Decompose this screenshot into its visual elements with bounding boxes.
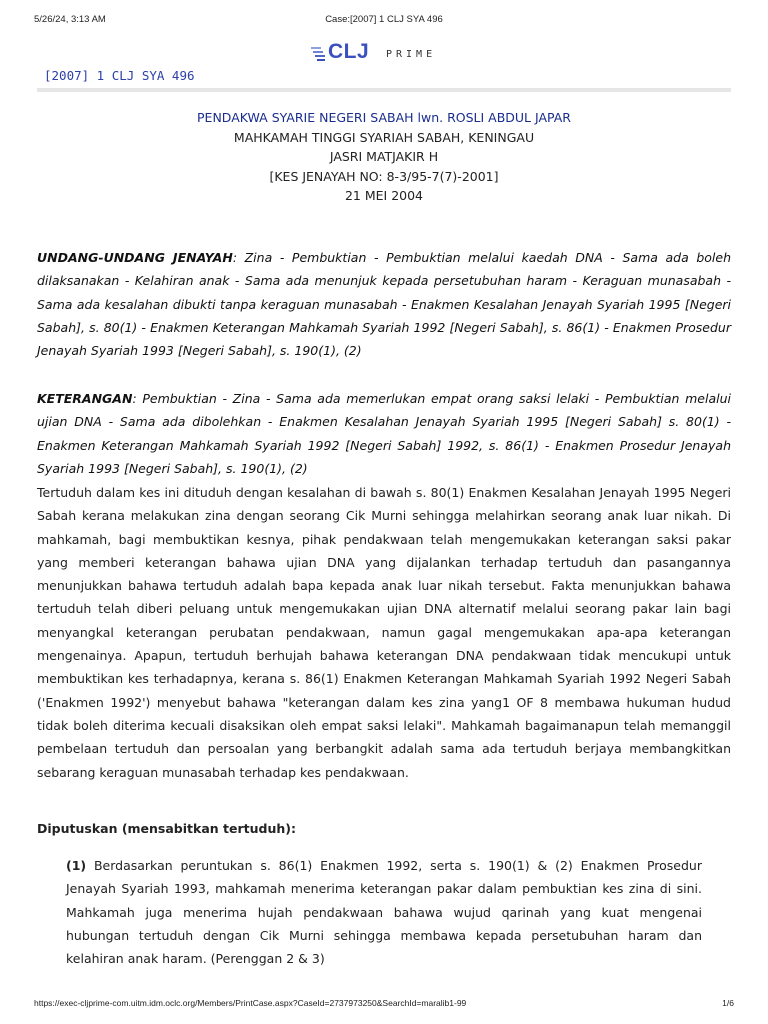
catchword-block <box>37 387 731 480</box>
print-footer <box>34 998 734 1012</box>
clj-prime-logo[interactable] <box>310 40 460 68</box>
held-item <box>66 854 702 970</box>
case-date: 21 MEI 2004 <box>344 188 424 203</box>
held-item-text: Berdasarkan peruntukan s. 86(1) Enakmen 1992, serta s. 190(1) & (2) Enakmen Prosedur Jenayah Syariah 1993, mahkamah menerima keterangan pakar dalam pembuktian kes zina di sini. Mahkamah juga menerima hujah pendakwaan bahawa wujud qarinah yang kuat mengenai hubungan tertuduh dengan Cik Murni sehingga membawa kepada persetubuhan haram dan kelahiran anak haram. (Perenggan 2 & 3) <box>66 858 702 967</box>
case-number: [KES JENAYAH NO: 8-3/95-7(7)-2001] <box>269 168 499 184</box>
catchword-text: : Zina - Pembuktian - Pembuktian melalui kaedah DNA - Sama ada boleh dilaksanakan - Kelahiran anak - Sama ada menunjuk kepada persetubuhan haram - Keraguan munasabah - Sama ada kesalahan dibukti tanpa keraguan munasabah - Enakmen Kesalahan Jenayah Syariah 1995 [Negeri Sabah], s. 80(1) - Enakmen Keterangan Mahkamah Syariah 1992 [Negeri Sabah], s. 86(1) - Enakmen Prosedur Jenayah Syariah 1993 [Negeri Sabah], s. 190(1), (2) <box>37 250 732 359</box>
case-summary: Tertuduh dalam kes ini dituduh dengan kesalahan di bawah s. 80(1) Enakmen Kesalahan Jenayah 1995 Negeri Sabah kerana melakukan zina dengan seorang Cik Murni sehingga melahirkan seorang anak luar nikah. Di mahkamah, bagi membuktikan kesnya, pihak pendakwaan telah mengemukakan keterangan saksi pakar yang memberi keterangan bahawa ujian DNA yang dijalankan terhadap tertuduh dan pasangannya menunjukkan bahawa tertuduh adalah bapa kepada anak luar nikah tersebut. Fakta menunjukkan bahawa tertuduh telah diberi peluang untuk mengemukakan ujian DNA alternatif melalui seorang pakar lain bagi menyangkal keterangan perubatan pendakwaan, namun gagal mengemukakan apa-apa keterangan mengenainya. Apapun, tertuduh berhujah bahawa keterangan DNA pendakwaan tidak mencukupi untuk membuktikan kes terhadapnya, kerana s. 86(1) Enakmen Keterangan Mahkamah Syariah 1992 Negeri Sabah ('Enakmen 1992') menyebut bahawa "keterangan dalam kes zina yang1 OF 8 membawa hukuman hudud tidak boleh diterima kecuali disaksikan oleh empat saksi lelaki". Mahkamah bagaimanapun telah memanggil pembelaan tertuduh dan persoalan yang berbangkit adalah sama ada tertuduh berjaya membangkitkan sebarang keraguan munasabah terhadap kes pendakwaan. <box>37 485 731 780</box>
case-header <box>37 108 731 206</box>
catchword-block <box>37 246 731 362</box>
print-datetime: 5/26/24, 3:13 AM <box>34 14 106 25</box>
catchword-heading: KETERANGAN <box>37 391 133 406</box>
case-parties: PENDAKWA SYARIE NEGERI SABAH lwn. ROSLI ABDUL JAPAR <box>197 110 571 125</box>
held-item-number: (1) <box>66 858 87 873</box>
catchword-heading: UNDANG-UNDANG JENAYAH <box>37 250 233 265</box>
case-court: MAHKAMAH TINGGI SYARIAH SABAH, KENINGAU <box>233 129 535 145</box>
logo-brand: CLJ <box>328 40 370 63</box>
header-divider <box>37 88 731 92</box>
page-url: https://exec-cljprime-com.uitm.idm.oclc.org/Members/PrintCase.aspx?CaseId=2737973250&SearchId=maralib1-99 <box>34 998 467 1008</box>
catchword-text: : Pembuktian - Zina - Sama ada memerlukan empat orang saksi lelaki - Pembuktian melalui ujian DNA - Sama ada dibolehkan - Enakmen Kesalahan Jenayah Syariah 1995 [Negeri Sabah] s. 80(1) - Enakmen Keterangan Mahkamah Syariah 1992 [Negeri Sabah] 1992, s. 86(1) - Enakmen Prosedur Jenayah Syariah 1993 [Negeri Sabah], s. 190(1), (2) <box>37 391 731 476</box>
logo-product: PRIME <box>386 49 437 60</box>
print-header <box>34 14 734 28</box>
held-heading: Diputuskan (mensabitkan tertuduh): <box>37 821 296 836</box>
clj-prime-logo-icon <box>310 44 328 62</box>
page-number: 1/6 <box>722 998 734 1008</box>
case-citation: [2007] 1 CLJ SYA 496 <box>44 68 195 83</box>
case-judge: JASRI MATJAKIR H <box>329 149 439 164</box>
print-title: Case:[2007] 1 CLJ SYA 496 <box>325 14 443 25</box>
